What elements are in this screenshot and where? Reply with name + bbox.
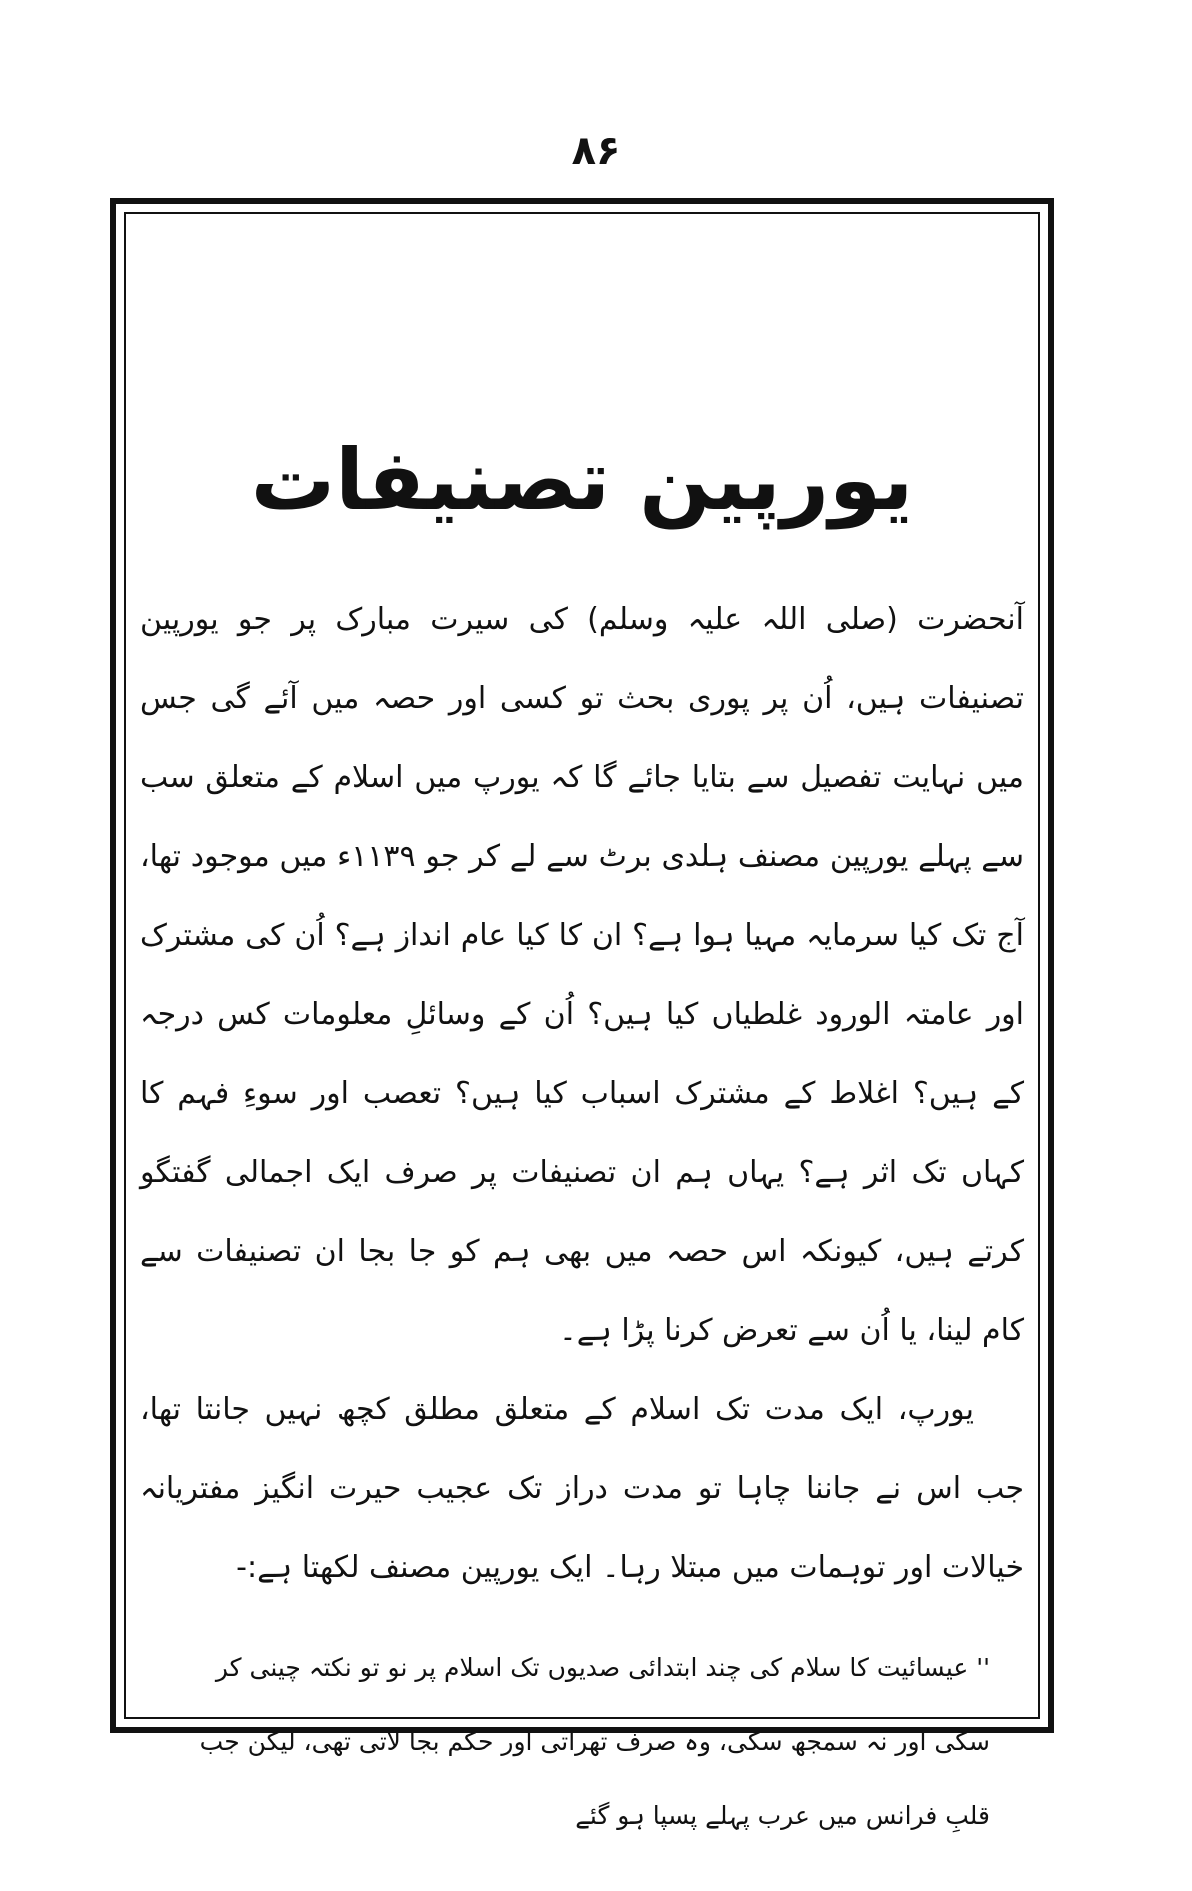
body-paragraph-2: یورپ، ایک مدت تک اسلام کے متعلق مطلق کچھ نہیں جانتا تھا، جب اس نے جاننا چاہا تو مدت دراز تک عجیب حیرت انگیز مفتریانہ خیالات اور توہمات میں مبتلا رہا۔ ایک یورپین مصنف لکھتا ہے:-	[140, 1392, 1024, 1585]
page-content	[134, 420, 1030, 1853]
chapter-title: یورپین تصنیفات	[250, 431, 914, 529]
body-paragraph-1: آنحضرت (صلی اللہ علیہ وسلم) کی سیرت مبارک پر جو یورپین تصنیفات ہیں، اُن پر پوری بحث تو کسی اور حصہ میں آئے گی جس میں نہایت تفصیل سے بتایا جائے گا کہ یورپ میں اسلام کے متعلق سب سے پہلے یورپین مصنف ہلدی برٹ سے لے کر جو ۱۱۳۹ء میں موجود تھا، آج تک کیا سرمایہ مہیا ہوا ہے؟ ان کا کیا عام انداز ہے؟ اُن کی مشترک اور عامتہ الورود غلطیاں کیا ہیں؟ اُن کے وسائلِ معلومات کس درجہ کے ہیں؟ اغلاط کے مشترک اسباب کیا ہیں؟ تعصب اور سوءِ فہم کا کہاں تک اثر ہے؟ یہاں ہم ان تصنیفات پر صرف ایک اجمالی گفتگو کرتے ہیں، کیونکہ اس حصہ میں بھی ہم کو جا بجا ان تصنیفات سے کام لینا، یا اُن سے تعرض کرنا پڑا ہے۔	[140, 602, 1024, 1348]
page-number: ۸۶	[571, 128, 621, 174]
block-quote: '' عیسائیت کا سلام کی چند ابتدائی صدیوں تک اسلام پر نو تو نکتہ چینی کر سکی اور نہ سمجھ سکی، وہ صرف تھراتی اور حکم بجا لاتی تھی، لیکن جب قلبِ فرانس میں عرب پہلے پسپا ہو گئے	[199, 1653, 990, 1830]
